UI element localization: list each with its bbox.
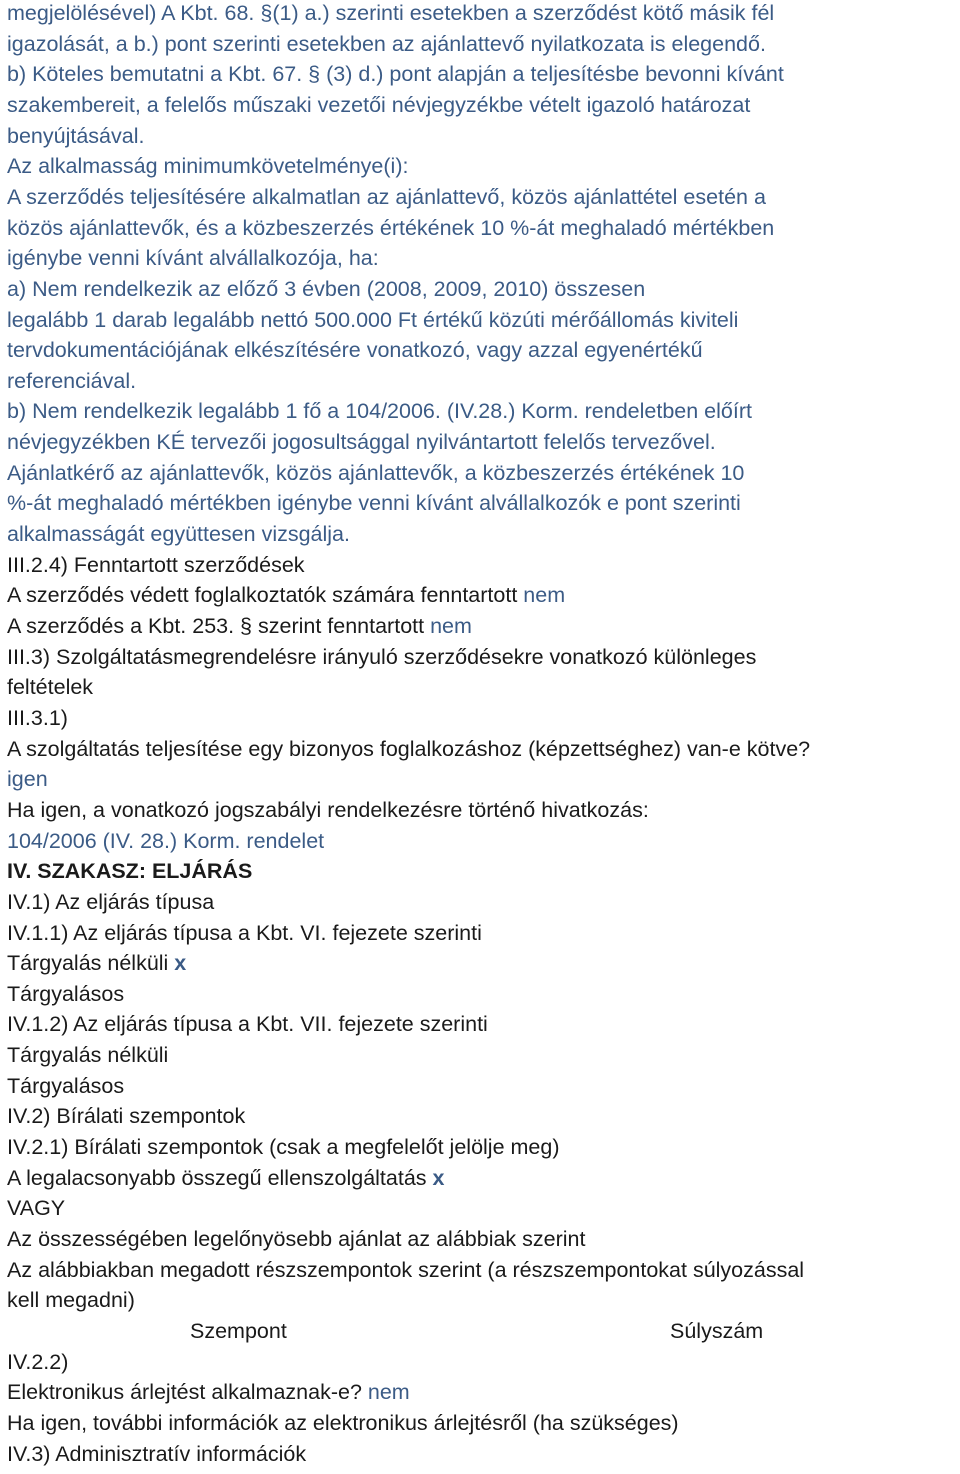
line-text: tervdokumentációjának elkészítésére vonatkozó, vagy azzal egyenértékű [7,338,703,363]
answer-value: nem [430,614,472,638]
line-text: VAGY [7,1196,66,1221]
text-line [7,182,766,212]
line-text: b) Nem rendelkezik legalább 1 fő a 104/2006. (IV.28.) Korm. rendeletben előírt [7,399,752,424]
column-header-weight: Súlyszám [670,1318,764,1343]
line-text: A szerződés a Kbt. 253. § szerint fenntartott [7,614,431,638]
answer-value: x [174,951,187,976]
text-line [7,764,48,794]
text-line [7,1439,306,1469]
line-text: kell megadni) [7,1288,135,1313]
text-line [7,1193,65,1223]
text-line [7,1224,585,1254]
line-text: Az összességében legelőnyösebb ajánlat az alábbiak szerint [7,1227,586,1251]
text-line [7,90,750,120]
line-text: Tárgyalásos [7,1073,125,1098]
answer-value: nem [523,583,566,608]
text-line [7,1163,444,1193]
text-line [7,580,565,610]
line-text: IV.1) Az eljárás típusa [7,889,215,914]
text-line [7,243,379,273]
text-line [7,826,324,856]
line-text: III.3) Szolgáltatásmegrendelésre irányuló szerződésekre vonatkozó különleges [7,644,757,669]
line-text: benyújtásával. [7,123,145,148]
line-text: III.2.4) Fenntartott szerződések [7,552,305,577]
line-text: Tárgyalás nélküli [7,951,175,976]
line-text: névjegyzékben KÉ tervezői jogosultsággal nyilvántartott felelős tervezővel. [7,430,716,455]
line-text: IV.1.2) Az eljárás típusa a Kbt. VII. fejezete szerinti [7,1012,488,1037]
line-text: megjelölésével) A Kbt. 68. §(1) a.) szerinti esetekben a szerződést kötő másik fél [7,1,775,25]
line-text: legalább 1 darab legalább nettó 500.000 Ft értékű közúti mérőállomás kiviteli [7,307,739,332]
text-line [7,918,482,948]
text-line [7,611,472,641]
text-line [7,151,408,181]
line-text: A szerződés teljesítésére alkalmatlan az ajánlattevő, közös ajánlattétel esetén a [7,184,766,209]
text-line [7,213,774,243]
column-header-criterion: Szempont [190,1318,287,1343]
text-line [7,427,716,457]
text-line [7,1009,488,1039]
text-line [7,1377,410,1407]
line-text: IV. SZAKASZ: ELJÁRÁS [7,859,253,884]
text-line [7,550,305,580]
line-text: Ha igen, a vonatkozó jogszabályi rendelkezésre történő hivatkozás: [7,797,649,822]
text-line [7,396,752,426]
text-line [7,0,774,28]
text-line [7,305,738,335]
line-text: igazolását, a b.) pont szerinti esetekben az ajánlattevő nyilatkozata is elegendő. [7,31,766,56]
line-text: IV.3) Adminisztratív információk [7,1441,307,1466]
line-text: A szolgáltatás teljesítése egy bizonyos foglalkozáshoz (képzettséghez) van-e kötve? [7,736,811,761]
line-text: A szerződés védett foglalkoztatók számára fenntartott [7,583,524,608]
text-line [7,703,68,733]
line-text: szakembereit, a felelős műszaki vezetői névjegyzékbe vételt igazoló határozat [7,92,751,117]
text-line [7,121,144,151]
text-line [7,274,645,304]
text-line [7,1285,135,1315]
line-text: feltételek [7,675,94,700]
text-line [7,1040,168,1070]
text-line [7,1347,68,1377]
text-line [7,948,186,978]
text-line [7,1071,124,1101]
text-line [7,672,93,702]
text-line [7,979,124,1009]
answer-value: nem [367,1380,410,1405]
line-text: III.3.1) [7,705,68,730]
text-line [7,642,756,672]
line-text: A legalacsonyabb összegű ellenszolgáltatás [7,1165,433,1190]
text-line [7,488,741,518]
text-line [7,1255,804,1285]
text-line [7,29,766,59]
line-text: a) Nem rendelkezik az előző 3 évben (2008, 2009, 2010) összesen [7,276,646,301]
line-text: Ha igen, további információk az elektronikus árlejtésről (ha szükséges) [7,1410,679,1435]
answer-value: x [432,1165,445,1190]
line-text: IV.2) Bírálati szempontok [7,1104,246,1129]
line-text: Ajánlatkérő az ajánlattevők, közös ajánlattevők, a közbeszerzés értékének 10 [7,460,745,485]
line-text: alkalmasságát együttesen vizsgálja. [7,522,350,547]
text-line [7,335,703,365]
line-text: 104/2006 (IV. 28.) Korm. rendelet [7,828,325,853]
text-line [7,887,214,917]
text-line [7,795,649,825]
text-line [7,366,136,396]
line-text: %-át meghaladó mértékben igénybe venni kívánt alvállalkozók e pont szerinti [7,491,741,516]
text-line [7,458,744,488]
line-text: Az alkalmasság minimumkövetelménye(i): [7,154,409,179]
line-text: Tárgyalás nélküli [7,1043,169,1068]
text-line [7,856,252,886]
line-text: Elektronikus árlejtést alkalmaznak-e? [7,1380,368,1405]
line-text: igen [7,767,48,792]
text-line [7,1408,679,1438]
line-text: IV.2.1) Bírálati szempontok (csak a megfelelőt jelölje meg) [7,1135,560,1160]
line-text: IV.1.1) Az eljárás típusa a Kbt. VI. fejezete szerinti [7,920,482,945]
line-text: igénybe venni kívánt alvállalkozója, ha: [7,246,379,271]
text-line [7,734,810,764]
line-text: közös ajánlattevők, és a közbeszerzés értékének 10 %-át meghaladó mértékben [7,215,775,240]
line-text: Az alábbiakban megadott részszempontok szerint (a részszempontokat súlyozással [7,1257,805,1282]
text-line [7,519,350,549]
line-text: b) Köteles bemutatni a Kbt. 67. § (3) d.) pont alapján a teljesítésbe bevonni kívánt [7,62,784,87]
text-line [7,1132,560,1162]
text-line [7,1101,245,1131]
text-line [7,59,784,89]
line-text: referenciával. [7,368,137,393]
line-text: IV.2.2) [7,1349,69,1374]
line-text: Tárgyalásos [7,981,125,1006]
